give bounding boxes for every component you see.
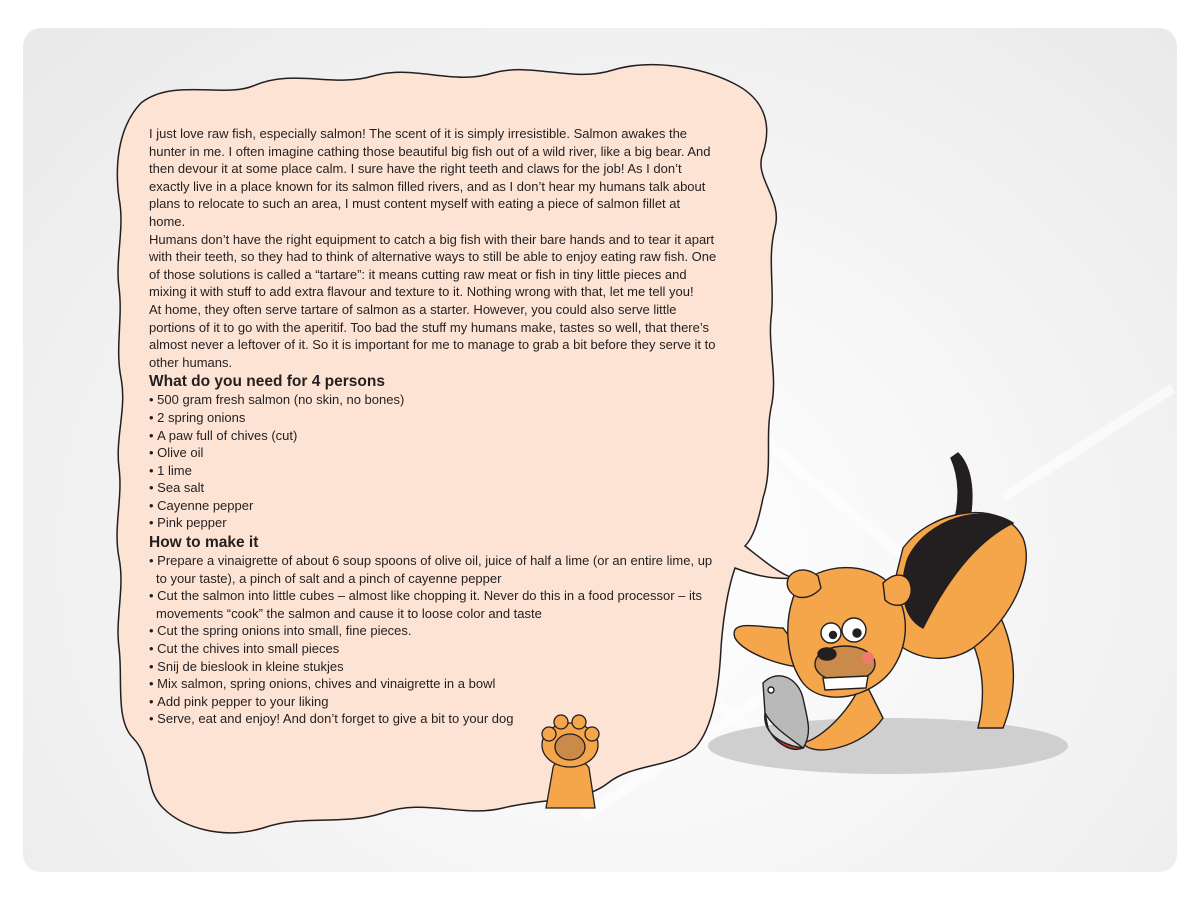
ingredient-item: • 2 spring onions — [149, 409, 719, 427]
ingredient-item: • Sea salt — [149, 479, 719, 497]
ingredient-item: • Pink pepper — [149, 514, 719, 532]
method-step: • Serve, eat and enjoy! And don’t forget to give a bit to your dog — [149, 710, 719, 728]
method-step: • Snij de bieslook in kleine stukjes — [149, 658, 719, 676]
ingredients-list — [149, 391, 719, 532]
method-step: • Cut the chives into small pieces — [149, 640, 719, 658]
intro-paragraph: At home, they often serve tartare of salmon as a starter. However, you could also serve little portions of it to go with the aperitif. Too bad the stuff my humans make, tastes so well, that there’s almost never a leftover of it. So it is important for me to manage to grab a bit before they serve it to other humans. — [149, 301, 716, 370]
page-background — [23, 28, 1177, 872]
recipe-text — [149, 125, 719, 728]
intro-paragraph: Humans don’t have the right equipment to catch a big fish with their bare hands and to tear it apart with their teeth, so they had to think of alternative ways to still be able to enjoy eating raw fish. One of those solutions is called a “tartare”: it means cutting raw meat or fish in tiny little pieces and mixing it with stuff to add extra flavour and texture to it. Nothing wrong with that, let me tell you! — [149, 231, 717, 300]
method-list — [149, 552, 719, 728]
method-step: • Mix salmon, spring onions, chives and vinaigrette in a bowl — [149, 675, 719, 693]
method-heading: How to make it — [149, 534, 259, 552]
dog-shadow — [708, 718, 1068, 774]
ingredient-item: • 500 gram fresh salmon (no skin, no bones) — [149, 391, 719, 409]
intro-paragraph: I just love raw fish, especially salmon! The scent of it is simply irresistible. Salmon awakes the hunter in me. I often imagine cathing those beautiful big fish out of a wild river, like a big bear. And then devour it at some place calm. I sure have the right teeth and claws for the job! As I don’t exactly live in a place known for its salmon filled rivers, and as I don’t hear my humans talk about plans to relocate to such an area, I must content myself with eating a piece of salmon fillet at home. — [149, 126, 711, 229]
method-step: • Prepare a vinaigrette of about 6 soup spoons of olive oil, juice of half a lime (or an entire lime, up to your taste), a pinch of salt and a pinch of cayenne pepper — [149, 552, 719, 587]
ingredient-item: • A paw full of chives (cut) — [149, 427, 719, 445]
method-step: • Add pink pepper to your liking — [149, 693, 719, 711]
method-step: • Cut the spring onions into small, fine pieces. — [149, 622, 719, 640]
ingredient-item: • Cayenne pepper — [149, 497, 719, 515]
method-step: • Cut the salmon into little cubes – almost like chopping it. Never do this in a food processor – its movements “cook” the salmon and cause it to loose color and taste — [149, 587, 719, 622]
dog-illustration — [734, 453, 1026, 750]
ingredients-heading: What do you need for 4 persons — [149, 373, 385, 391]
ingredient-item: • Olive oil — [149, 444, 719, 462]
ingredient-item: • 1 lime — [149, 462, 719, 480]
